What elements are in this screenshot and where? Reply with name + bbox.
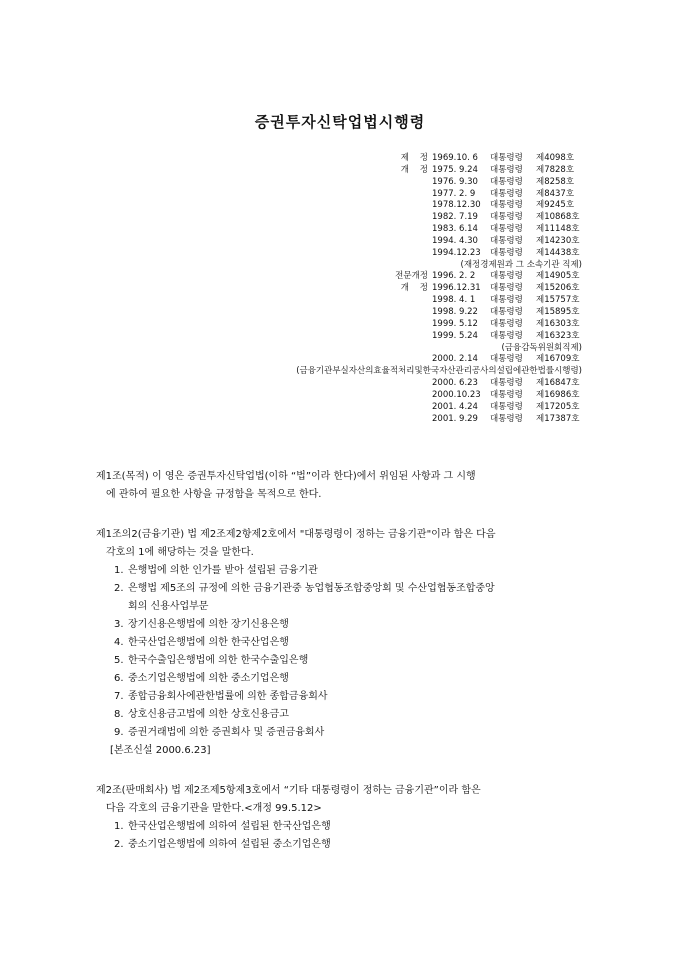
history-label <box>200 177 432 189</box>
list-item <box>114 688 586 706</box>
list-item <box>114 562 586 580</box>
list-item <box>114 634 586 652</box>
history-label <box>200 378 432 390</box>
history-label <box>200 390 432 402</box>
list-item-text: 장기신용은행법에 의한 장기신용은행 <box>128 619 289 630</box>
history-label <box>200 200 432 212</box>
article-1-2-items <box>96 562 586 742</box>
history-num: 제14438호 <box>536 247 580 258</box>
history-entry <box>200 354 582 366</box>
history-num: 제7828호 <box>536 164 575 175</box>
history-date: 2000.10.23 <box>432 389 481 400</box>
history-label <box>200 414 432 426</box>
history-note <box>200 343 582 355</box>
list-item-number: 5. <box>114 655 124 666</box>
history-label <box>200 295 432 307</box>
history-entry <box>200 331 582 343</box>
list-item-continuation: 회의 신용사업부문 <box>128 601 209 612</box>
history-date: 1998. 9.22 <box>432 306 478 317</box>
history-kind: 대통령령 <box>490 295 523 306</box>
history-entry <box>200 390 582 402</box>
list-item-number: 4. <box>114 637 124 648</box>
history-kind: 대통령령 <box>490 378 523 389</box>
list-item-text: 중소기업은행법에 의하여 설립된 중소기업은행 <box>128 839 331 850</box>
history-label <box>200 402 432 414</box>
history-date: 1969.10. 6 <box>432 153 478 163</box>
article-1 <box>96 468 586 504</box>
history-kind: 대통령령 <box>490 330 523 341</box>
list-item-number: 7. <box>114 691 124 702</box>
history-num: 제14905호 <box>536 271 580 282</box>
history-num: 제16986호 <box>536 389 580 400</box>
history-entry <box>200 248 582 260</box>
history-num: 제15206호 <box>536 283 580 294</box>
list-item <box>114 652 586 670</box>
history-entry <box>200 402 582 414</box>
history-kind: 대통령령 <box>490 354 523 365</box>
list-item-number: 1. <box>114 565 124 576</box>
history-date: 1998. 4. 1 <box>432 295 476 306</box>
history-kind: 대통령령 <box>490 200 523 211</box>
list-item-text: 한국산업은행법에 의한 한국산업은행 <box>128 637 289 648</box>
history-num: 제14230호 <box>536 235 580 246</box>
history-num: 제16847호 <box>536 378 580 389</box>
list-item <box>114 836 586 854</box>
history-date: 1996.12.31 <box>432 283 481 294</box>
list-item-number: 9. <box>114 727 124 738</box>
history-date: 2001. 9.29 <box>432 413 478 424</box>
history-num: 제8258호 <box>536 176 575 187</box>
article-1-2-line-2: 각호의 1에 해당하는 것을 말한다. <box>106 547 254 558</box>
history-kind: 대통령령 <box>490 164 523 175</box>
history-num: 제16323호 <box>536 330 580 341</box>
history-kind: 대통령령 <box>490 318 523 329</box>
article-1-2-note: [본조신설 2000.6.23] <box>110 745 211 756</box>
history-entry <box>200 236 582 248</box>
history-label <box>200 354 432 366</box>
history-label: 개 정 <box>400 164 428 175</box>
history-date: 1976. 9.30 <box>432 176 478 187</box>
history-label <box>200 189 432 201</box>
article-2 <box>96 782 586 854</box>
article-1-line-2: 에 관하여 필요한 사항을 규정함을 목적으로 한다. <box>106 489 322 500</box>
article-2-items <box>96 818 586 854</box>
list-item <box>114 818 586 836</box>
list-item-text: 은행법에 의한 인가를 받아 설립된 금융기관 <box>128 565 318 576</box>
history-entry <box>200 212 582 224</box>
history-date: 1977. 2. 9 <box>432 188 476 199</box>
history-num: 제15757호 <box>536 295 580 306</box>
history-label: 제 정 <box>400 153 428 163</box>
history-date: 1983. 6.14 <box>432 224 478 235</box>
history-kind: 대통령령 <box>490 389 523 400</box>
history-note-text: (금융기관부실자산의효율적처리및한국자산관리공사의설립에관한법률시행령) <box>296 366 582 377</box>
history-date: 2000. 2.14 <box>432 354 478 365</box>
list-item <box>114 670 586 688</box>
list-item-text: 중소기업은행법에 의한 중소기업은행 <box>128 673 289 684</box>
history-num: 제17205호 <box>536 401 580 412</box>
history-entry <box>200 319 582 331</box>
history-entry <box>200 189 582 201</box>
history-label <box>200 248 432 260</box>
history-kind: 대통령령 <box>490 247 523 258</box>
list-item-text: 증권거래법에 의한 증권회사 및 증권금융회사 <box>128 727 325 738</box>
history-label <box>200 319 432 331</box>
list-item-text: 한국산업은행법에 의하여 설립된 한국산업은행 <box>128 821 331 832</box>
history-date: 1994.12.23 <box>432 247 481 258</box>
history-date: 1978.12.30 <box>432 200 481 211</box>
list-item-text: 상호신용금고법에 의한 상호신용금고 <box>128 709 289 720</box>
list-item-number: 2. <box>114 583 124 594</box>
history-num: 제11148호 <box>536 224 580 235</box>
history-kind: 대통령령 <box>490 176 523 187</box>
history-note-text: (재정경제원과 그 소속기관 직제) <box>460 259 582 270</box>
list-item-number: 2. <box>114 839 124 850</box>
history-num: 제10868호 <box>536 212 580 223</box>
history-date: 1982. 7.19 <box>432 212 478 223</box>
history-kind: 대통령령 <box>490 401 523 412</box>
list-item-number: 1. <box>114 821 124 832</box>
amendment-history <box>200 153 582 425</box>
list-item <box>114 580 586 598</box>
history-note <box>200 366 582 378</box>
history-date: 2001. 4.24 <box>432 401 478 412</box>
history-entry <box>200 177 582 189</box>
history-num: 제16303호 <box>536 318 580 329</box>
history-kind: 대통령령 <box>490 224 523 235</box>
history-entry <box>200 224 582 236</box>
history-kind: 대통령령 <box>490 283 523 294</box>
article-2-line-2: 다음 각호의 금융기관을 말한다.<개정 99.5.12> <box>106 803 322 814</box>
list-item-text: 한국수출입은행법에 의한 한국수출입은행 <box>128 655 309 666</box>
history-date: 1999. 5.12 <box>432 318 478 329</box>
history-num: 제9245호 <box>536 200 575 211</box>
history-num: 제16709호 <box>536 354 580 365</box>
list-item <box>114 616 586 634</box>
history-num: 제15895호 <box>536 306 580 317</box>
article-1-2 <box>96 526 586 760</box>
history-label <box>200 236 432 248</box>
history-note-text: (금융감독위원회직제) <box>501 342 582 353</box>
history-date: 1994. 4.30 <box>432 235 478 246</box>
history-date: 2000. 6.23 <box>432 378 478 389</box>
history-entry <box>200 271 582 283</box>
article-1-line-1: 제1조(목적) 이 영은 증권투자신탁업법(이하 “법”이라 한다)에서 위임된 사항과 그 시행 <box>96 471 476 482</box>
history-num: 제4098호 <box>536 153 575 163</box>
history-kind: 대통령령 <box>490 153 523 163</box>
history-label: 개 정 <box>400 283 428 294</box>
history-kind: 대통령령 <box>490 306 523 317</box>
history-kind: 대통령령 <box>490 413 523 424</box>
history-note <box>200 260 582 272</box>
history-label <box>200 212 432 224</box>
history-kind: 대통령령 <box>490 188 523 199</box>
history-kind: 대통령령 <box>490 271 523 282</box>
list-item-number: 8. <box>114 709 124 720</box>
history-num: 제8437호 <box>536 188 575 199</box>
history-date: 1975. 9.24 <box>432 164 478 175</box>
list-item <box>114 706 586 724</box>
article-1-2-line-1: 제1조의2(금융기관) 법 제2조제2항제2호에서 "대통령령이 정하는 금융기관"이라 함은 다음 <box>96 529 496 540</box>
history-num: 제17387호 <box>536 413 580 424</box>
history-kind: 대통령령 <box>490 212 523 223</box>
history-entry <box>200 378 582 390</box>
list-item-number: 3. <box>114 619 124 630</box>
history-entry <box>200 200 582 212</box>
list-item-text: 종합금융회사에관한법률에 의한 종합금융회사 <box>128 691 328 702</box>
history-label <box>200 331 432 343</box>
history-date: 1996. 2. 2 <box>432 271 476 282</box>
article-2-line-1: 제2조(판매회사) 법 제2조제5항제3호에서 “기타 대통령령이 정하는 금융기관”이라 함은 <box>96 785 481 796</box>
history-entry <box>200 165 582 177</box>
list-item-number: 6. <box>114 673 124 684</box>
history-entry <box>200 295 582 307</box>
history-entry <box>200 283 582 295</box>
history-label <box>200 307 432 319</box>
history-date: 1999. 5.24 <box>432 330 478 341</box>
list-item <box>114 724 586 742</box>
history-entry <box>200 307 582 319</box>
history-entry <box>200 153 582 165</box>
history-label <box>200 224 432 236</box>
page-title: 증권투자신탁업법시행령 <box>254 113 426 131</box>
list-item-text: 은행법 제5조의 규정에 의한 금융기관중 농업협동조합중앙회 및 수산업협동조합중앙 <box>128 583 495 594</box>
history-entry <box>200 414 582 426</box>
history-kind: 대통령령 <box>490 235 523 246</box>
history-label: 전문개정 <box>395 271 428 282</box>
